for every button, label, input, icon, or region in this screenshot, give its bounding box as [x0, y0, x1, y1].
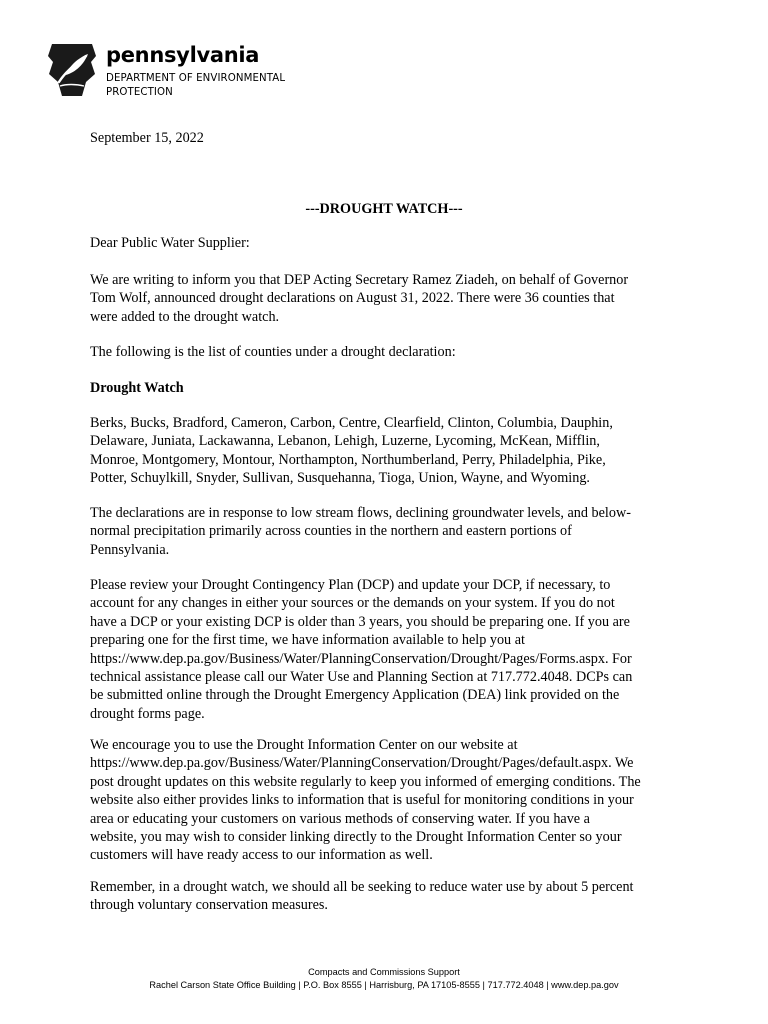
text-line: drought forms page.	[90, 705, 205, 722]
text-line: technical assistance please call our Water Use and Planning Section at 717.772.4048. DCPs can	[90, 669, 633, 686]
text-line: have a DCP or your existing DCP is older than 3 years, you should be preparing one. If you are	[90, 613, 630, 630]
text-line: Berks, Bucks, Bradford, Cameron, Carbon, Centre, Clearfield, Clinton, Columbia, Dauphin,	[90, 415, 613, 431]
paragraph-county-intro	[90, 343, 690, 361]
text-line: Delaware, Juniata, Lackawanna, Lebanon, Lehigh, Luzerne, Lycoming, McKean, Mifflin,	[90, 433, 600, 450]
letter-heading: ---DROUGHT WATCH---	[305, 201, 463, 217]
text-line: Please review your Drought Contingency Plan (DCP) and update your DCP, if necessary, to	[90, 577, 611, 593]
text-line: Tom Wolf, announced drought declarations on August 31, 2022. There were 36 counties that	[90, 290, 615, 307]
salutation: Dear Public Water Supplier:	[90, 235, 250, 251]
text-line: area or educating your customers on various methods of conserving water. If you have a	[90, 810, 590, 827]
paragraph-reminder	[90, 878, 690, 915]
paragraph-dcp-review	[90, 576, 690, 723]
text-line: https://www.dep.pa.gov/Business/Water/PlanningConservation/Drought/Pages/Forms.aspx. For	[90, 650, 632, 667]
text-line: https://www.dep.pa.gov/Business/Water/PlanningConservation/Drought/Pages/default.aspx. We	[90, 755, 634, 772]
text-line: Remember, in a drought watch, we should all be seeking to reduce water use by about 5 percent	[90, 879, 634, 895]
text-line: were added to the drought watch.	[90, 308, 280, 325]
text-line: Monroe, Montgomery, Montour, Northampton, Northumberland, Perry, Philadelphia, Pike,	[90, 451, 606, 468]
paragraph-announcement	[90, 271, 690, 326]
letter-date: September 15, 2022	[90, 130, 204, 146]
text-line: We are writing to inform you that DEP Acting Secretary Ramez Ziadeh, on behalf of Governor	[90, 272, 629, 288]
text-line: customers will have ready access to our information as well.	[90, 847, 433, 864]
text-line: Pennsylvania.	[90, 541, 170, 558]
text-line: Potter, Schuylkill, Snyder, Sullivan, Susquehanna, Tioga, Union, Wayne, and Wyoming.	[90, 470, 590, 487]
keystone-logo-icon	[46, 42, 98, 98]
text-line: be submitted online through the Drought Emergency Application (DEA) link provided on the	[90, 687, 620, 704]
paragraph-information-center	[90, 736, 690, 865]
text-line: The following is the list of counties under a drought declaration:	[90, 344, 456, 360]
department-name-line2: PROTECTION	[106, 87, 173, 98]
text-line: website also either provides links to information that is useful for monitoring conditions in your	[90, 792, 634, 809]
county-list	[90, 414, 690, 488]
drought-watch-subheading: Drought Watch	[90, 380, 184, 396]
text-line: The declarations are in response to low stream flows, declining groundwater levels, and below-	[90, 505, 631, 521]
text-line: account for any changes in either your sources or the demands on your system. If you do not	[90, 595, 615, 612]
brand-name: pennsylvania	[106, 43, 260, 67]
department-name-line1: DEPARTMENT OF ENVIRONMENTAL	[106, 73, 286, 84]
text-line: preparing one for the first time, we have information available to help you at	[90, 632, 525, 649]
text-line: post drought updates on this website regularly to keep you informed of emerging conditions. The	[90, 773, 641, 790]
text-line: through voluntary conservation measures.	[90, 897, 328, 914]
text-line: normal precipitation primarily across counties in the northern and eastern portions of	[90, 523, 572, 540]
footer-address: Rachel Carson State Office Building | P.O. Box 8555 | Harrisburg, PA 17105-8555 | 717.772.4048 | www.dep.pa.gov	[149, 980, 619, 990]
text-line: website, you may wish to consider linking directly to the Drought Information Center so your	[90, 829, 622, 846]
footer-office-name: Compacts and Commissions Support	[308, 967, 460, 977]
letterhead	[46, 42, 306, 104]
paragraph-declaration-reasons	[90, 504, 690, 559]
text-line: We encourage you to use the Drought Information Center on our website at	[90, 737, 518, 753]
